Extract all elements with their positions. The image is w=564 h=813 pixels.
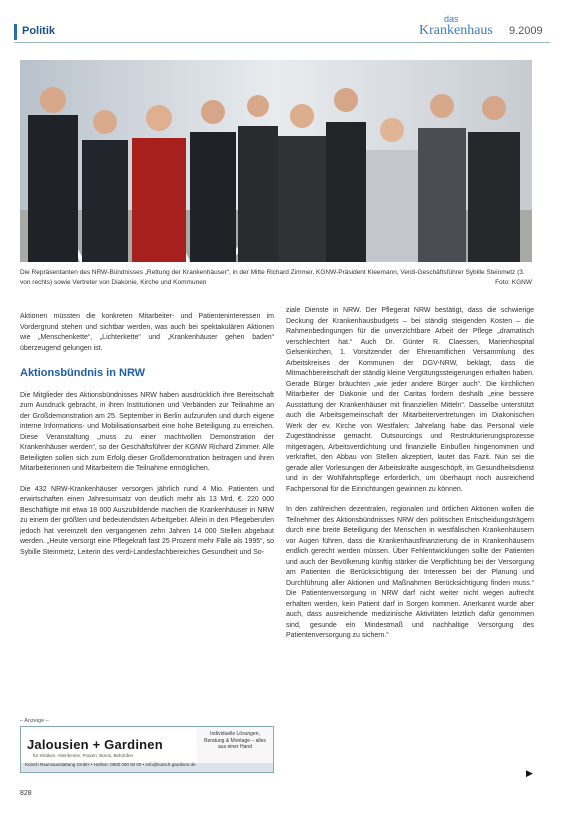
photo-caption <box>20 268 532 288</box>
header-rule <box>14 42 550 43</box>
group-photo <box>20 60 532 262</box>
advert-brand: Jalousien + Gardinen <box>27 737 163 752</box>
section-marker <box>14 24 17 40</box>
article-right-column <box>286 306 534 642</box>
page-header <box>14 14 550 42</box>
advert-brand-panel <box>21 727 197 763</box>
article-paragraph: ziale Dienste in NRW. Der Pflegerat NRW bestätigt, dass die schwierige Deckung der Krankenhausbudgets – bei ständig steigenden Kosten – die Rahmenbedingungen für die unverzichtbare Arbeit der Pflege „dramatisch verschlechtert hat.“ Auch Dr. Günter R. Claessen, Marienhospital Gelsenkirchen, 1. Vorsitzender der Ehrenamtlichen Versammlung des Arbeitskreises der Kommunen der DGV-NRW, beklagt, dass die Mitmachbereitschaft der ständig kleine Vergütungssteigerungen erhalten haben. Gerade Bürger bräuchten „wie jeder andere Bürger auch“. Die kirchlichen Mitarbeiter der Diakonie und der Caritas fordern deshalb „eine bessere Ausstattung der Krankenhäuser mit finanziellen Mitteln“. Dasselbe unterstützt auch die Arbeitsgemeinschaft der Mitarbeitervertretungen im Diakonischen Werk der ev. Kirche von Westfalen: Jahrelang habe das Personal viele Zugeständnisse gemacht. Outsourcings und Restrukturierungsprozesse mitgetragen, Arbeitsverdichtung und finanzielle Einbußen hingenommen und verkraftet, den Abbau von Stellen akzeptiert, lautet das Fazit. Nun sei die gerade aller Vorlesungen der Arbeitskräfte ausgeschöpft, im Gesundheitsdienst und in der Wohlfahrtspflege erforderlich, um überhaupt noch ausreichend Fachpersonal für die Einrichtungen gewinnen zu können. <box>286 307 534 493</box>
group-photo-illustration <box>20 60 532 262</box>
advert-brand-subtitle: für Kliniken, Altenheime, Praxen, Büros, Behörden <box>33 753 134 758</box>
page-number: 828 <box>20 790 32 797</box>
issue-number: 9.2009 <box>509 25 543 37</box>
article-intro-paragraph: Aktionen müssten die konkreten Mitarbeiter- und Patienteninteressen im Vordergrund stehen und sichtbar werden, was auch bei spektakulären Aktionen wie „Menschenkette“, „Lichterkette“ und „Krankenhäuser gehen baden“ überzeugend gelungen ist. <box>20 313 274 352</box>
section-subheading: Aktionsbündnis in NRW <box>20 367 146 379</box>
advert-contact-bar: Kutsch Raumausstattung GmbH • Hotline: 0800 000 00 00 • info@kutsch-gardinen.de <box>21 763 273 772</box>
advert-label: – Anzeige – <box>20 718 49 724</box>
photo-credit: Foto: KGNW <box>495 279 532 286</box>
magazine-logo-prefix: das <box>444 14 459 24</box>
article-paragraph: Die 432 NRW-Krankenhäuser versorgen jährlich rund 4 Mio. Patienten und erwirtschaften einen Jahresumsatz von deutlich mehr als 13 Mrd. €. 220 000 Beschäftigte mit etwa 18 000 Auszubildende machen die Krankenhäuser in NRW zu einem der größten und bedeutendsten Arbeitgeber. Allein in den Pflegeberufen jedoch hat vereinzelt den vergangenen zehn Jahren 14 000 Stellen abgebaut werden. „Heute versorgt eine Pflegekraft fast 25 Prozent mehr Fälle als 1995“, so Sybille Steinmetz, Leiterin des verdi-Landesfachbereiches Gesundheit und So- <box>20 485 274 556</box>
article-paragraph: Die Mitglieder des Aktionsbündnisses NRW haben ausdrücklich ihre Bereitschaft zum Ausdruck gebracht, in ihren Institutionen und Verbänden zur Teilnahme an der Großdemonstration am 25. September in Berlin aufzurufen und durch eigene interne Informations- und Mobilisationsarbeit eine hohe Beteiligung zu erreichen. Diese Veranstaltung „muss zu einer machtvollen Demonstration der Krankenhäuser werden“, so der Geschäftsführer der KGNW Richard Zimmer. Alle Beteiligten sollen sich zum Erfolg dieser Großdemonstration beitragen und ihren Mitarbeiterinnen und Mitarbeitern die Teilnahme ermöglichen. <box>20 391 274 472</box>
advert-info-panel: Individuelle Lösungen, Beratung & Montage – alles aus einer Hand <box>197 727 273 763</box>
advertisement[interactable] <box>20 726 274 773</box>
section-title: Politik <box>22 25 56 37</box>
article-paragraph: In den zahlreichen dezentralen, regionalen und örtlichen Aktionen wollen die Teilnehmer des Aktionsbündnisses NRW den politischen Entscheidungsträgern durch eine breite Beteiligung der Menschen in westfälischen Krankenhäusern vor Augen führen, dass die Krankenhausfinanzierung die in Krankenhäusern endlich gerecht werden müssen. Über Fehlentwicklungen sollte der Patienten und auch der Bevölkerung künftig stärker die Verpflichtung bei der Versorgung am Patienten die Berücksichtigung der Interessen bei der Planung und Durchführung aller Aktionen und Maßnahmen Berücksichtigung finden muss.“ Die Patientenversorgung in NRW darf nicht weiter nicht wegen aufrecht erhalten werden, kein Patient darf in Sorgen kommen. Anerkannt wurde aber auch, dass ausreichende medizinische Aktivitäten letztlich dafür genommen sind, gesunde ein Mindestmaß und nachhaltige Versorgung des Patientenversorgung zu sichern.“ <box>286 506 534 639</box>
article-left-column <box>20 312 274 558</box>
continue-arrow-icon: ▶ <box>526 768 533 778</box>
magazine-logo: Krankenhaus <box>419 23 493 38</box>
photo-caption-text: Die Repräsentanten des NRW-Bündnisses „Rettung der Krankenhäuser“, in der Mitte Richard Zimmer, KGNW-Präsident Kleemann, Verdi-Geschäftsführer Sybille Steinmetz (3. von rechts) sowie Vertreter von Diakonie, Kirche und Kommunen <box>20 269 525 286</box>
